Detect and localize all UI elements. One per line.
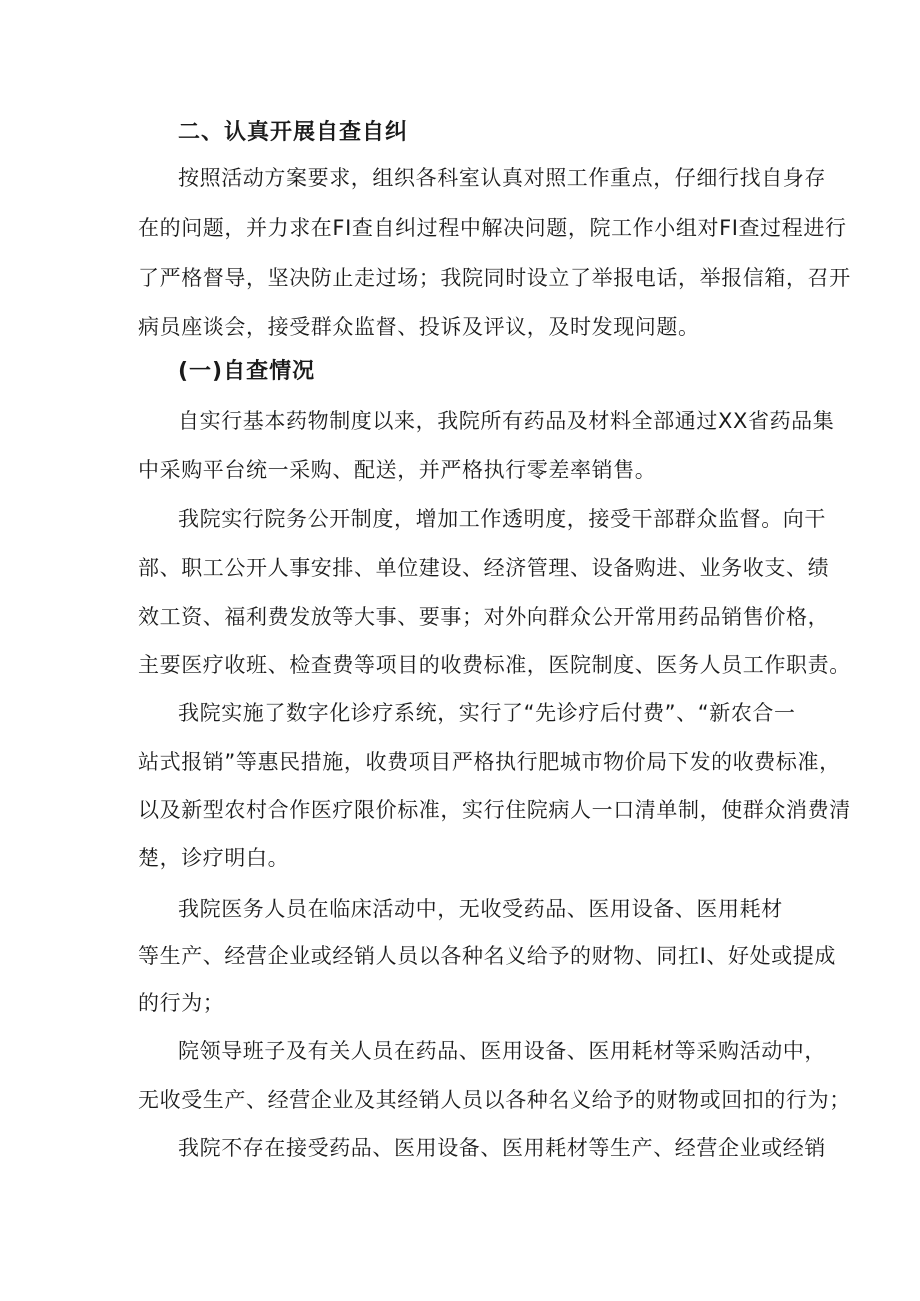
text-line: 病员座谈会，接受群众监督、投诉及评议，及时发现问题。 — [138, 315, 700, 339]
text-line: 部、职工公开人事安排、单位建设、经济管理、设备购进、业务收支、绩 — [138, 556, 830, 580]
text-line: 我院不存在接受药品、医用设备、医用耗材等生产、经营企业或经销 — [178, 1136, 826, 1160]
text-line: 中采购平台统一采购、配送，并严格执行零差率销售。 — [138, 458, 657, 482]
subsection-heading: (一)自查情况 — [178, 359, 316, 384]
text-line: 无收受生产、经营企业及其经销人员以各种名义给予的财物或回扣的行为； — [138, 1088, 851, 1112]
text-line: 自实行基本药物制度以来，我院所有药品及材料全部通过XX省药品集 — [178, 409, 835, 433]
text-line: 在的问题，并力求在FI查自纠过程中解决问题，院工作小组对FI查过程进行 — [138, 216, 847, 240]
text-line: 楚，诊疗明白。 — [138, 846, 290, 870]
text-line: 我院实行院务公开制度，增加工作透明度，接受干部群众监督。向干 — [178, 507, 826, 531]
section-heading: 二、认真开展自查自纠 — [178, 120, 409, 145]
text-line: 按照活动方案要求，组织各科室认真对照工作重点，仔细行找自身存 — [178, 166, 826, 190]
text-line: 主要医疗收班、检查费等项目的收费标准，医院制度、医务人员工作职责。 — [138, 653, 851, 677]
text-line: 院领导班子及有关人员在药品、医用设备、医用耗材等采购活动中， — [178, 1039, 826, 1063]
text-line: 了严格督导，坚决防止走过场；我院同时设立了举报电话，举报信箱，召开 — [138, 266, 851, 290]
text-line: 我院医务人员在临床活动中，无收受药品、医用设备、医用耗材 — [178, 897, 783, 921]
text-line: 站式报销”等惠民措施，收费项目严格执行肥城市物价局下发的收费标准， — [138, 750, 841, 774]
text-line: 的行为； — [138, 991, 225, 1015]
text-line: 效工资、福利费发放等大事、要事；对外向群众公开常用药品销售价格， — [138, 605, 830, 629]
text-line: 以及新型农村合作医疗限价标准，实行住院病人一口清单制，使群众消费清 — [138, 798, 851, 822]
text-line: 等生产、经营企业或经销人员以各种名义给予的财物、同扛I、好处或提成 — [138, 944, 836, 968]
text-line: 我院实施了数字化诊疗系统，实行了“先诊疗后付费”、“新农合一 — [178, 701, 796, 725]
